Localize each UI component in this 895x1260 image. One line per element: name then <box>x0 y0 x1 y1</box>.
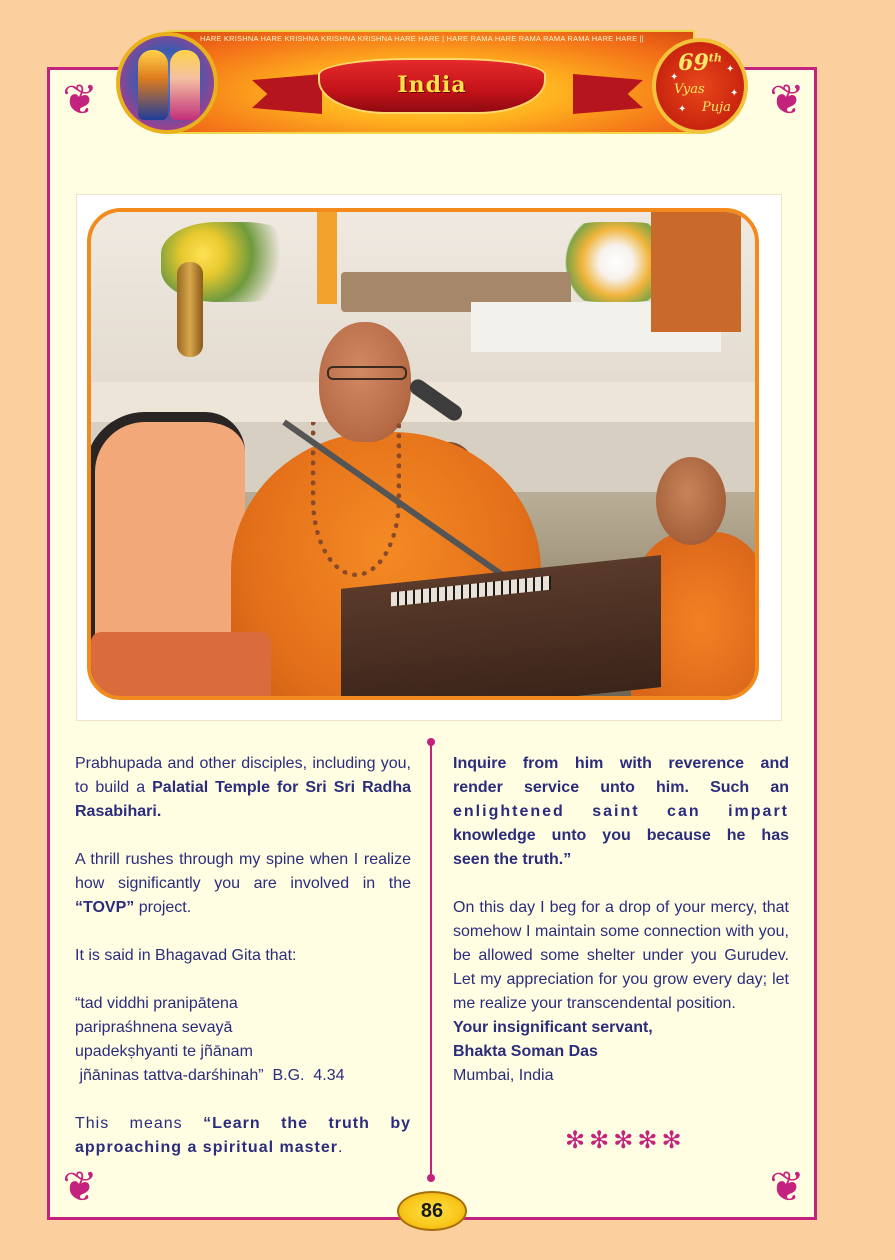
puja-label: Puja <box>702 100 731 115</box>
sparkle-icon: ✦ <box>730 88 739 99</box>
paragraph-gita-intro: It is said in Bhagavad Gita that: <box>75 947 297 964</box>
vyas-puja-number: 69th <box>678 50 722 76</box>
verse-line: “tad viddhi pranipātena <box>75 995 238 1012</box>
quote-line: Inquire from him with reverence and <box>453 755 789 772</box>
corner-ornament-icon: ❦ <box>769 75 805 124</box>
divider-dot <box>427 738 435 746</box>
verse-line: jñāninas tattva-darśhinah” B.G. 4.34 <box>75 1067 345 1084</box>
paragraph-thrill: A thrill rushes through my spine when I realize how significantly you are involved in the “TOVP” project. <box>75 851 411 916</box>
page-title: India <box>397 72 467 98</box>
right-column <box>453 752 789 1088</box>
paragraph-temple: Prabhupada and other disciples, including you, to build a Palatial Temple for Sri Sri Radha Rasabihari. <box>75 755 412 820</box>
paragraph-meaning: This means “Learn the truth by approaching a spiritual master. <box>75 1115 411 1156</box>
corner-ornament-icon: ❦ <box>769 1162 805 1211</box>
column-divider <box>430 741 432 1178</box>
quote-line: enlightened saint can impart <box>453 803 789 820</box>
corner-ornament-icon: ❦ <box>62 75 98 124</box>
corner-ornament-icon: ❦ <box>62 1162 98 1211</box>
author-name: Bhakta Soman Das <box>453 1043 598 1060</box>
featured-photo <box>77 195 781 720</box>
sparkle-icon: ✦ <box>678 104 687 115</box>
deity-figure <box>170 50 200 120</box>
verse-line: paripraśhnena sevayā <box>75 1019 233 1036</box>
photo-frame <box>87 208 759 700</box>
signoff: Your insignificant servant, <box>453 1019 653 1036</box>
quote-line: render service unto him. Such an <box>453 779 789 796</box>
divider-dot <box>427 1174 435 1182</box>
sparkle-icon: ✦ <box>726 64 735 75</box>
sparkle-icon: ✦ <box>670 72 679 83</box>
page-number: 86 <box>397 1191 467 1231</box>
header-mantra: HARE KRISHNA HARE KRISHNA KRISHNA KRISHNA HARE HARE | HARE RAMA HARE RAMA RAMA RAMA HARE HARE || <box>200 34 644 43</box>
left-column <box>75 752 411 1160</box>
vyas-label: Vyas <box>674 82 705 97</box>
quote-line: seen the truth.” <box>453 851 572 868</box>
vyas-puja-medallion <box>652 38 748 134</box>
quote-line: knowledge unto you because he has <box>453 827 789 844</box>
author-location: Mumbai, India <box>453 1067 554 1084</box>
verse-line: upadekṣhyanti te jñānam <box>75 1043 253 1060</box>
decorative-stars: ✻✻✻✻✻ <box>565 1126 686 1154</box>
deity-figure <box>138 50 168 120</box>
deity-medallion-image <box>116 32 218 134</box>
paragraph-mercy: On this day I beg for a drop of your mercy, that somehow I maintain some connection with you, be allowed some shelter under you Gurudev. Let my appreciation for you grow every day; let me realize your transcendental position. <box>453 899 789 1012</box>
